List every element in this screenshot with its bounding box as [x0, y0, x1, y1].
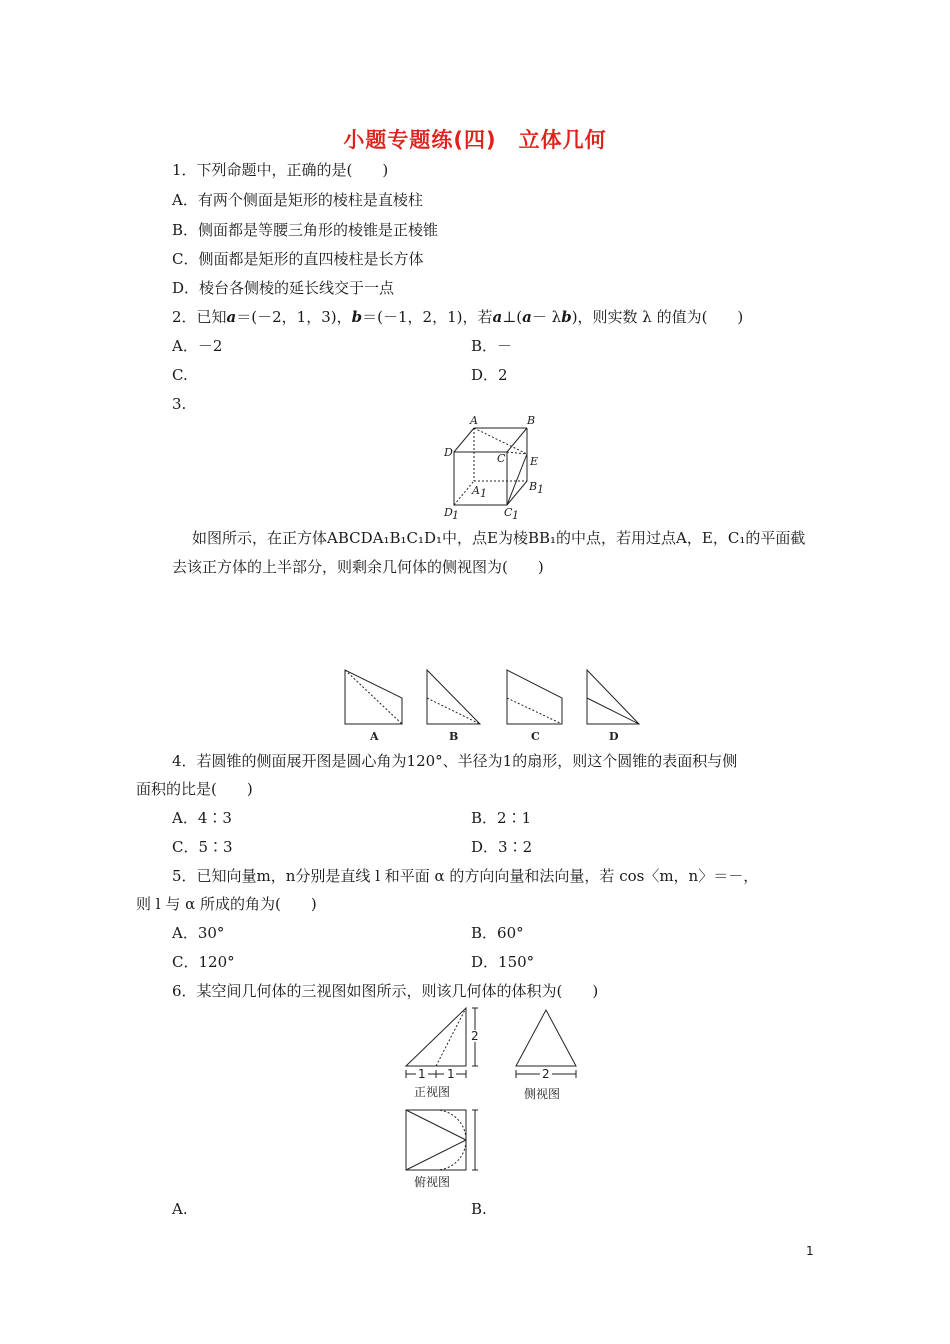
q3-option-a-label: A: [370, 730, 379, 743]
q6-front-caption: 正视图: [414, 1085, 451, 1099]
q4-option-d: D．3∶2: [471, 838, 533, 856]
q4-option-a: A．4∶3: [172, 809, 232, 827]
q2-vector-a-3: a: [522, 308, 532, 326]
q1-option-b: B．侧面都是等腰三角形的棱锥是正棱锥: [172, 221, 439, 239]
cube-label-c1: C: [504, 506, 513, 519]
page-number: 1: [806, 1244, 814, 1258]
cube-sub-d1: 1: [452, 509, 459, 522]
cube-label-e: E: [530, 455, 539, 468]
q6-dim-1a: 1: [418, 1067, 426, 1081]
q5-stem-line1: 5．已知向量m，n分别是直线 l 和平面 α 的方向向量和法向量，若 cos〈m，n〉＝－，: [172, 867, 759, 885]
q5-option-d: D．150°: [471, 953, 535, 971]
q3-option-d-label: D: [609, 730, 619, 743]
q3-option-c-label: C: [531, 730, 540, 743]
cube-label-b: B: [527, 414, 536, 427]
q2-text-4: ⊥(: [502, 308, 523, 326]
q2-text-5: － λ: [531, 308, 562, 326]
q3-number: 3.: [172, 395, 187, 413]
q3-cube-figure: [440, 414, 550, 524]
q2-vector-b-2: b: [561, 308, 572, 326]
q3-stem-line1: 如图所示，在正方体ABCDA₁B₁C₁D₁中，点E为棱BB₁的中点，若用过点A，E，C₁的平面截: [192, 529, 806, 547]
cube-sub-b1: 1: [537, 483, 544, 496]
q3-option-b-label: B: [449, 730, 459, 743]
cube-label-d1: D: [444, 506, 453, 519]
q5-option-c: C．120°: [172, 953, 235, 971]
q2-vector-a-2: a: [492, 308, 503, 326]
q2-stem: [172, 307, 743, 327]
cube-sub-c1: 1: [512, 509, 519, 522]
q1-stem: 1．下列命题中，正确的是( ): [172, 161, 389, 179]
q6-dim-1b: 1: [447, 1067, 455, 1081]
q4-stem-line1: 4．若圆锥的侧面展开图是圆心角为120°、半径为1的扇形，则这个圆锥的表面积与侧: [172, 752, 738, 770]
q6-side-caption: 侧视图: [524, 1087, 561, 1101]
cube-label-d: D: [444, 446, 453, 459]
q6-top-caption: 俯视图: [414, 1175, 451, 1189]
q2-option-b: B．－: [471, 337, 513, 355]
q4-option-b: B．2∶1: [471, 809, 532, 827]
page-title: 小题专题练(四) 立体几何: [343, 128, 607, 152]
q4-stem-line2: 面积的比是( ): [136, 780, 253, 798]
cube-label-a: A: [470, 414, 478, 427]
q2-text-1: 2．已知: [172, 308, 227, 326]
q4-option-c: C．5∶3: [172, 838, 233, 856]
q2-option-d: D．2: [471, 366, 508, 384]
q6-stem: 6．某空间几何体的三视图如图所示，则该几何体的体积为( ): [172, 982, 599, 1000]
q2-option-a: A．－2: [172, 337, 223, 355]
q2-option-c: C.: [172, 366, 188, 384]
q2-text-6: )，则实数 λ 的值为( ): [571, 308, 744, 326]
q5-option-a: A．30°: [172, 924, 225, 942]
cube-label-a1: A: [472, 484, 480, 497]
q2-vector-b: b: [351, 308, 363, 326]
q3-stem-line2: 去该正方体的上半部分，则剩余几何体的侧视图为( ): [172, 558, 544, 576]
q5-option-b: B．60°: [471, 924, 524, 942]
cube-label-c: C: [497, 452, 506, 465]
q5-stem-line2: 则 l 与 α 所成的角为( ): [136, 895, 317, 913]
q2-text-2: ＝(－2，1，3)，: [236, 308, 352, 326]
q6-three-views-figure: [398, 1002, 588, 1192]
q2-text-3: ＝(－1，2，1)，若: [362, 308, 493, 326]
q1-option-d: D．棱台各侧棱的延长线交于一点: [172, 279, 395, 297]
q6-dim-2: 2: [471, 1029, 479, 1043]
q1-option-a: A．有两个侧面是矩形的棱柱是直棱柱: [172, 191, 423, 209]
cube-sub-a1: 1: [480, 487, 487, 500]
q2-vector-a: a: [226, 308, 237, 326]
cube-label-b1: B: [529, 480, 538, 493]
q3-options-figure: [340, 664, 650, 746]
q6-option-b: B.: [471, 1200, 487, 1218]
q1-option-c: C．侧面都是矩形的直四棱柱是长方体: [172, 250, 424, 268]
q6-option-a: A.: [172, 1200, 188, 1218]
q6-dim-side: 2: [542, 1067, 550, 1081]
